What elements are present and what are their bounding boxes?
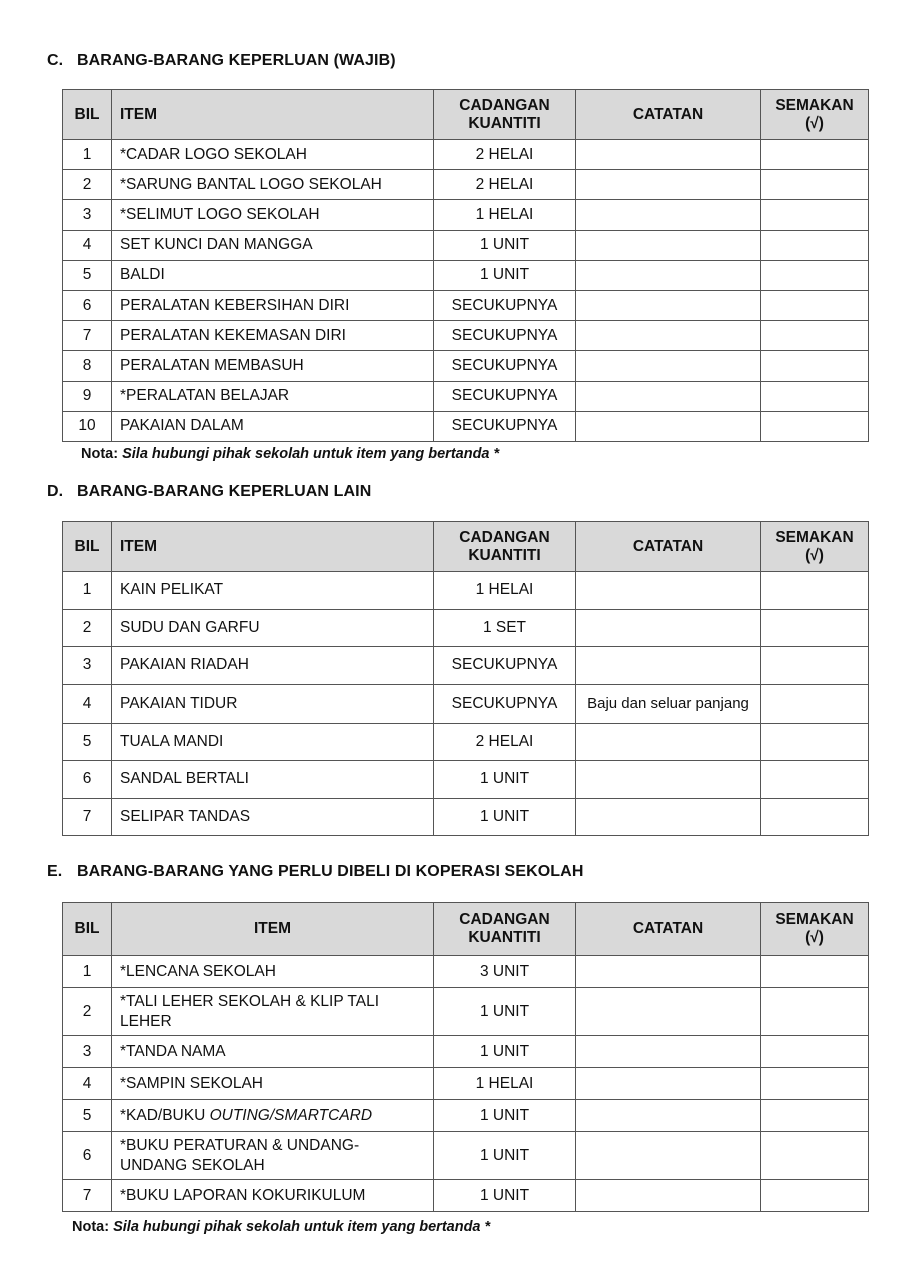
section-e-note bbox=[72, 1219, 490, 1235]
item-name: *CADAR LOGO SEKOLAH bbox=[112, 140, 434, 170]
header-qty bbox=[434, 90, 576, 140]
check-cell[interactable] bbox=[761, 411, 869, 441]
row-number: 2 bbox=[63, 170, 112, 200]
check-cell[interactable] bbox=[761, 723, 869, 761]
item-quantity: SECUKUPNYA bbox=[434, 684, 576, 723]
header-check bbox=[761, 522, 869, 572]
table-row bbox=[63, 381, 869, 411]
row-number: 1 bbox=[63, 572, 112, 610]
header-qty-line1: CADANGAN bbox=[459, 96, 550, 114]
table-row bbox=[63, 609, 869, 647]
item-name: PAKAIAN TIDUR bbox=[112, 684, 434, 723]
section-e-body bbox=[63, 956, 869, 1212]
header-check bbox=[761, 90, 869, 140]
item-quantity: SECUKUPNYA bbox=[434, 321, 576, 351]
item-quantity: SECUKUPNYA bbox=[434, 411, 576, 441]
check-cell[interactable] bbox=[761, 381, 869, 411]
item-quantity: 2 HELAI bbox=[434, 170, 576, 200]
check-cell[interactable] bbox=[761, 956, 869, 988]
section-letter: C. bbox=[47, 52, 64, 69]
check-cell[interactable] bbox=[761, 1068, 869, 1100]
item-quantity: 1 UNIT bbox=[434, 260, 576, 290]
item-name: *SELIMUT LOGO SEKOLAH bbox=[112, 200, 434, 230]
row-number: 3 bbox=[63, 647, 112, 685]
check-cell[interactable] bbox=[761, 647, 869, 685]
item-name: SELIPAR TANDAS bbox=[112, 798, 434, 836]
item-quantity: 1 UNIT bbox=[434, 1132, 576, 1180]
check-cell[interactable] bbox=[761, 988, 869, 1036]
item-note[interactable] bbox=[576, 170, 761, 200]
check-cell[interactable] bbox=[761, 200, 869, 230]
check-cell[interactable] bbox=[761, 290, 869, 320]
row-number: 6 bbox=[63, 290, 112, 320]
check-cell[interactable] bbox=[761, 798, 869, 836]
header-bil: BIL bbox=[63, 903, 112, 956]
item-name: PAKAIAN RIADAH bbox=[112, 647, 434, 685]
row-number: 4 bbox=[63, 1068, 112, 1100]
check-cell[interactable] bbox=[761, 1180, 869, 1212]
item-note[interactable] bbox=[576, 798, 761, 836]
header-check-line2: (√) bbox=[805, 114, 824, 132]
row-number: 5 bbox=[63, 260, 112, 290]
table-row bbox=[63, 260, 869, 290]
item-name: SANDAL BERTALI bbox=[112, 761, 434, 799]
item-name: *PERALATAN BELAJAR bbox=[112, 381, 434, 411]
item-note[interactable] bbox=[576, 572, 761, 610]
row-number: 7 bbox=[63, 321, 112, 351]
nota-text: Sila hubungi pihak sekolah untuk item yang bertanda * bbox=[113, 1219, 491, 1235]
nota-text: Sila hubungi pihak sekolah untuk item yang bertanda * bbox=[122, 446, 500, 462]
section-title-text: BARANG-BARANG KEPERLUAN LAIN bbox=[77, 483, 372, 500]
row-number: 10 bbox=[63, 411, 112, 441]
item-quantity: SECUKUPNYA bbox=[434, 351, 576, 381]
item-name: PERALATAN KEBERSIHAN DIRI bbox=[112, 290, 434, 320]
check-cell[interactable] bbox=[761, 321, 869, 351]
row-number: 2 bbox=[63, 609, 112, 647]
row-number: 3 bbox=[63, 1036, 112, 1068]
item-quantity: 1 HELAI bbox=[434, 200, 576, 230]
header-check bbox=[761, 903, 869, 956]
header-item: ITEM bbox=[112, 522, 434, 572]
table-row bbox=[63, 1036, 869, 1068]
header-qty-line2: KUANTITI bbox=[468, 929, 541, 946]
item-name bbox=[112, 1100, 434, 1132]
table-row bbox=[63, 230, 869, 260]
item-quantity: 2 HELAI bbox=[434, 140, 576, 170]
item-name: PAKAIAN DALAM bbox=[112, 411, 434, 441]
row-number: 4 bbox=[63, 684, 112, 723]
item-note[interactable] bbox=[576, 1132, 761, 1180]
table-header-row bbox=[63, 903, 869, 956]
item-name: KAIN PELIKAT bbox=[112, 572, 434, 610]
header-bil: BIL bbox=[63, 90, 112, 140]
table-row bbox=[63, 321, 869, 351]
header-check-line1: SEMAKAN bbox=[775, 528, 854, 546]
section-e-title bbox=[47, 863, 583, 881]
table-row bbox=[63, 140, 869, 170]
header-item: ITEM bbox=[112, 903, 434, 956]
item-note[interactable] bbox=[576, 260, 761, 290]
table-row bbox=[63, 572, 869, 610]
item-name: *TANDA NAMA bbox=[112, 1036, 434, 1068]
item-note[interactable] bbox=[576, 1180, 761, 1212]
section-e-table bbox=[62, 902, 869, 1212]
table-row bbox=[63, 200, 869, 230]
item-quantity: 1 UNIT bbox=[434, 988, 576, 1036]
check-cell[interactable] bbox=[761, 260, 869, 290]
header-qty bbox=[434, 522, 576, 572]
item-quantity: 1 HELAI bbox=[434, 572, 576, 610]
row-number: 8 bbox=[63, 351, 112, 381]
row-number: 3 bbox=[63, 200, 112, 230]
check-cell[interactable] bbox=[761, 684, 869, 723]
item-name: *SAMPIN SEKOLAH bbox=[112, 1068, 434, 1100]
header-note: CATATAN bbox=[576, 522, 761, 572]
header-bil: BIL bbox=[63, 522, 112, 572]
section-title-text: BARANG-BARANG KEPERLUAN (WAJIB) bbox=[77, 52, 396, 69]
table-row bbox=[63, 1100, 869, 1132]
check-cell[interactable] bbox=[761, 170, 869, 200]
item-quantity: SECUKUPNYA bbox=[434, 381, 576, 411]
item-name: *BUKU PERATURAN & UNDANG-UNDANG SEKOLAH bbox=[112, 1132, 434, 1180]
table-row bbox=[63, 1132, 869, 1180]
item-name: *SARUNG BANTAL LOGO SEKOLAH bbox=[112, 170, 434, 200]
header-qty-line1: CADANGAN bbox=[459, 911, 550, 928]
table-row bbox=[63, 798, 869, 836]
section-c-body bbox=[63, 140, 869, 442]
item-note[interactable] bbox=[576, 1100, 761, 1132]
item-quantity: 1 UNIT bbox=[434, 798, 576, 836]
table-row bbox=[63, 411, 869, 441]
item-note[interactable] bbox=[576, 411, 761, 441]
header-qty bbox=[434, 903, 576, 956]
check-cell[interactable] bbox=[761, 140, 869, 170]
table-row bbox=[63, 988, 869, 1036]
table-row bbox=[63, 761, 869, 799]
section-d-title bbox=[47, 483, 371, 501]
nota-label: Nota: bbox=[72, 1219, 110, 1235]
item-quantity: 1 HELAI bbox=[434, 1068, 576, 1100]
section-d-table bbox=[62, 521, 869, 836]
table-row bbox=[63, 956, 869, 988]
table-row bbox=[63, 290, 869, 320]
section-title-text: BARANG-BARANG YANG PERLU DIBELI DI KOPERASI SEKOLAH bbox=[77, 863, 584, 880]
header-qty-line2: KUANTITI bbox=[468, 546, 541, 564]
item-quantity: 1 UNIT bbox=[434, 230, 576, 260]
row-number: 6 bbox=[63, 1132, 112, 1180]
row-number: 4 bbox=[63, 230, 112, 260]
check-cell[interactable] bbox=[761, 761, 869, 799]
check-cell[interactable] bbox=[761, 230, 869, 260]
item-name: *LENCANA SEKOLAH bbox=[112, 956, 434, 988]
table-row bbox=[63, 647, 869, 685]
header-check-line1: SEMAKAN bbox=[775, 96, 854, 114]
item-note[interactable]: Baju dan seluar panjang bbox=[576, 684, 761, 723]
item-note[interactable] bbox=[576, 1036, 761, 1068]
item-quantity: 1 UNIT bbox=[434, 1180, 576, 1212]
item-note[interactable] bbox=[576, 321, 761, 351]
item-note[interactable] bbox=[576, 381, 761, 411]
header-check-line2: (√) bbox=[805, 929, 824, 946]
item-note[interactable] bbox=[576, 988, 761, 1036]
table-row bbox=[63, 351, 869, 381]
table-row bbox=[63, 684, 869, 723]
check-cell[interactable] bbox=[761, 1100, 869, 1132]
item-name: PERALATAN KEKEMASAN DIRI bbox=[112, 321, 434, 351]
item-quantity: 1 UNIT bbox=[434, 1100, 576, 1132]
section-letter: E. bbox=[47, 863, 63, 880]
check-cell[interactable] bbox=[761, 609, 869, 647]
header-item: ITEM bbox=[112, 90, 434, 140]
row-number: 7 bbox=[63, 798, 112, 836]
section-c-table bbox=[62, 89, 869, 442]
row-number: 1 bbox=[63, 140, 112, 170]
table-row bbox=[63, 1180, 869, 1212]
check-cell[interactable] bbox=[761, 351, 869, 381]
item-note[interactable] bbox=[576, 200, 761, 230]
item-name-italic: OUTING/SMARTCARD bbox=[209, 1106, 373, 1124]
section-letter: D. bbox=[47, 483, 64, 500]
header-check-line1: SEMAKAN bbox=[775, 911, 854, 928]
item-quantity: 1 SET bbox=[434, 609, 576, 647]
item-name: SUDU DAN GARFU bbox=[112, 609, 434, 647]
row-number: 9 bbox=[63, 381, 112, 411]
table-header-row bbox=[63, 90, 869, 140]
section-d-body bbox=[63, 572, 869, 836]
header-note: CATATAN bbox=[576, 903, 761, 956]
row-number: 5 bbox=[63, 1100, 112, 1132]
item-quantity: SECUKUPNYA bbox=[434, 290, 576, 320]
item-note[interactable] bbox=[576, 1068, 761, 1100]
item-quantity: 1 UNIT bbox=[434, 761, 576, 799]
check-cell[interactable] bbox=[761, 1036, 869, 1068]
item-note[interactable] bbox=[576, 609, 761, 647]
header-qty-line2: KUANTITI bbox=[468, 114, 541, 132]
row-number: 6 bbox=[63, 761, 112, 799]
item-quantity: 2 HELAI bbox=[434, 723, 576, 761]
item-note[interactable] bbox=[576, 647, 761, 685]
item-quantity: SECUKUPNYA bbox=[434, 647, 576, 685]
item-note[interactable] bbox=[576, 956, 761, 988]
table-header-row bbox=[63, 522, 869, 572]
row-number: 2 bbox=[63, 988, 112, 1036]
item-name: BALDI bbox=[112, 260, 434, 290]
item-note[interactable] bbox=[576, 351, 761, 381]
section-c-title bbox=[47, 52, 396, 70]
item-note[interactable] bbox=[576, 761, 761, 799]
table-row bbox=[63, 723, 869, 761]
item-name: TUALA MANDI bbox=[112, 723, 434, 761]
header-qty-line1: CADANGAN bbox=[459, 528, 550, 546]
item-name: *TALI LEHER SEKOLAH & KLIP TALI LEHER bbox=[112, 988, 434, 1036]
item-name-text: *KAD/BUKU bbox=[120, 1106, 210, 1124]
check-cell[interactable] bbox=[761, 572, 869, 610]
table-row bbox=[63, 170, 869, 200]
header-note: CATATAN bbox=[576, 90, 761, 140]
header-check-line2: (√) bbox=[805, 546, 824, 564]
item-note[interactable] bbox=[576, 723, 761, 761]
row-number: 7 bbox=[63, 1180, 112, 1212]
section-c-note bbox=[81, 446, 499, 462]
nota-label: Nota: bbox=[81, 446, 119, 462]
row-number: 5 bbox=[63, 723, 112, 761]
item-note[interactable] bbox=[576, 140, 761, 170]
check-cell[interactable] bbox=[761, 1132, 869, 1180]
table-row bbox=[63, 1068, 869, 1100]
item-name: *BUKU LAPORAN KOKURIKULUM bbox=[112, 1180, 434, 1212]
item-quantity: 1 UNIT bbox=[434, 1036, 576, 1068]
row-number: 1 bbox=[63, 956, 112, 988]
item-note[interactable] bbox=[576, 290, 761, 320]
item-quantity: 3 UNIT bbox=[434, 956, 576, 988]
item-note[interactable] bbox=[576, 230, 761, 260]
item-name: SET KUNCI DAN MANGGA bbox=[112, 230, 434, 260]
item-name: PERALATAN MEMBASUH bbox=[112, 351, 434, 381]
